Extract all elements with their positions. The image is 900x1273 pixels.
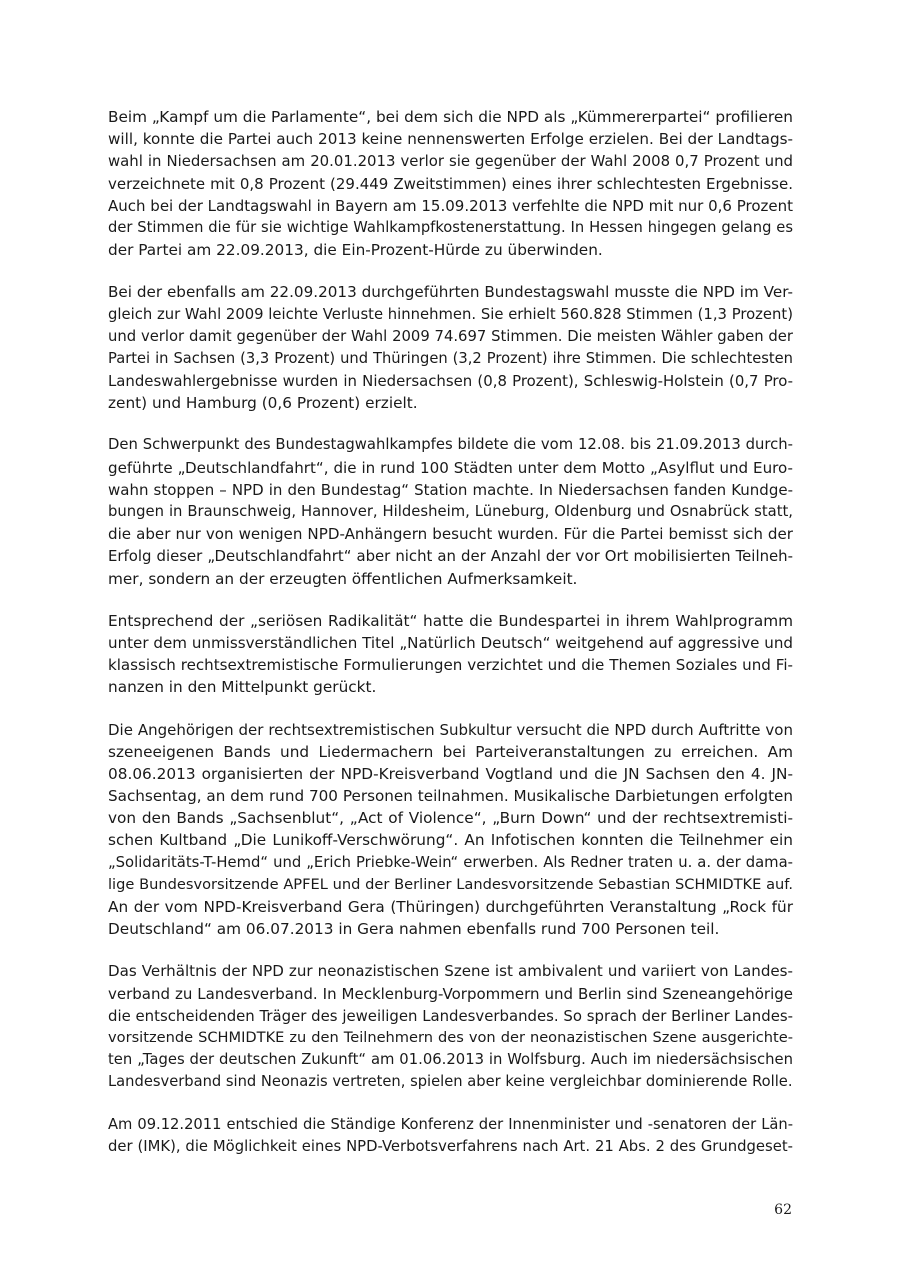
text-line: vorsitzende SCHMIDTKE zu den Teilnehmern des von der neonazistischen Szene ausgerichte- [108, 1028, 793, 1046]
paragraph [108, 610, 793, 699]
text-line: Bei der ebenfalls am 22.09.2013 durchgeführten Bundestagswahl musste die NPD im Ver- [108, 283, 793, 302]
text-line: Beim „Kampf um die Parlamente“, bei dem sich die NPD als „Kümmererpartei“ profilieren [108, 108, 793, 126]
text-line: Erfolg dieser „Deutschlandfahrt“ aber nicht an der Anzahl der vor Ort mobilisierten Teilneh- [108, 547, 793, 566]
page-number: 62 [774, 1202, 792, 1218]
text-line: der Stimmen die für sie wichtige Wahlkampfkostenerstattung. In Hessen hingegen gelang es [108, 218, 793, 236]
text-line: der (IMK), die Möglichkeit eines NPD-Verbotsverfahrens nach Art. 21 Abs. 2 des Grundgeset- [108, 1137, 793, 1155]
text-line: Landeswahlergebnisse wurden in Niedersachsen (0,8 Prozent), Schleswig-Holstein (0,7 Pro- [108, 372, 793, 391]
text-line: von den Bands „Sachsenblut“, „Act of Violence“, „Burn Down“ und der rechtsextremisti- [108, 809, 793, 828]
text-line: Partei in Sachsen (3,3 Prozent) und Thüringen (3,2 Prozent) ihre Stimmen. Die schlechtesten [108, 349, 793, 367]
text-line: Auch bei der Landtagswahl in Bayern am 15.09.2013 verfehlte die NPD mit nur 0,6 Prozent [108, 196, 793, 215]
text-line: Landesverband sind Neonazis vertreten, spielen aber keine vergleichbar dominierende Rolle. [108, 1073, 793, 1091]
text-line: „Solidaritäts-T-Hemd“ und „Erich Priebke-Wein“ erwerben. Als Redner traten u. a. der dama- [108, 853, 793, 871]
text-line: An der vom NPD-Kreisverband Gera (Thüringen) durchgeführten Veranstaltung „Rock für [108, 898, 793, 916]
text-line: ten „Tages der deutschen Zukunft“ am 01.06.2013 in Wolfsburg. Auch im niedersächsischen [108, 1051, 793, 1069]
text-line: Die Angehörigen der rechtsextremistischen Subkultur versucht die NPD durch Auftritte von [108, 720, 793, 739]
text-line: klassisch rechtsextremistische Formulierungen verzichtet und die Themen Soziales und Fi- [108, 656, 793, 675]
text-line: zent) und Hamburg (0,6 Prozent) erzielt. [108, 394, 418, 413]
paragraph [108, 434, 793, 589]
text-line: nanzen in den Mittelpunkt gerückt. [108, 678, 377, 697]
paragraph [108, 719, 793, 941]
text-line: wahn stoppen – NPD in den Bundestag“ Station machte. In Niedersachsen fanden Kundge- [108, 480, 793, 499]
text-line: die aber nur von wenigen NPD-Anhängern besucht wurden. Für die Partei bemisst sich der [108, 525, 793, 544]
text-line: und verlor damit gegenüber der Wahl 2009 74.697 Stimmen. Die meisten Wähler gaben der [108, 327, 793, 345]
paragraph [108, 1114, 793, 1158]
text-line: schen Kultband „Die Lunikoff-Verschwörung“. An Infotischen konnten die Teilnehmer ein [108, 831, 793, 850]
text-line: will, konnte die Partei auch 2013 keine nennenswerten Erfolge erzielen. Bei der Landtags- [108, 130, 793, 149]
text-line: Den Schwerpunkt des Bundestagwahlkampfes bildete die vom 12.08. bis 21.09.2013 durch- [108, 436, 793, 454]
text-line: Das Verhältnis der NPD zur neonazistischen Szene ist ambivalent und variiert von Landes- [108, 962, 793, 981]
text-line: geführte „Deutschlandfahrt“, die in rund 100 Städten unter dem Motto „Asylflut und Euro- [108, 458, 793, 477]
text-line: Am 09.12.2011 entschied die Ständige Konferenz der Innenminister und -senatoren der Län- [108, 1115, 793, 1133]
text-line: verband zu Landesverband. In Mecklenburg-Vorpommern und Berlin sind Szeneangehörige [108, 984, 793, 1003]
paragraph [108, 106, 793, 261]
body-text [108, 106, 793, 1178]
text-line: Sachsentag, an dem rund 700 Personen teilnahmen. Musikalische Darbietungen erfolgten [108, 787, 793, 806]
text-line: Entsprechend der „seriösen Radikalität“ hatte die Bundespartei in ihrem Wahlprogramm [108, 611, 793, 630]
text-line: verzeichnete mit 0,8 Prozent (29.449 Zweitstimmen) eines ihrer schlechtesten Ergebnisse. [108, 174, 793, 193]
text-line: szeneeigenen Bands und Liedermachern bei Parteiveranstaltungen zu erreichen. Am [108, 742, 793, 761]
paragraph [108, 960, 793, 1093]
text-line: der Partei am 22.09.2013, die Ein-Prozent-Hürde zu überwinden. [108, 241, 603, 260]
text-line: 08.06.2013 organisierten der NPD-Kreisverband Vogtland und die JN Sachsen den 4. JN- [108, 764, 793, 783]
text-line: unter dem unmissverständlichen Titel „Natürlich Deutsch“ weitgehend auf aggressive und [108, 633, 793, 652]
text-line: die entscheidenden Träger des jeweiligen Landesverbandes. So sprach der Berliner Landes- [108, 1006, 793, 1025]
text-line: wahl in Niedersachsen am 20.01.2013 verlor sie gegenüber der Wahl 2008 0,7 Prozent und [108, 152, 793, 171]
text-line: lige Bundesvorsitzende APFEL und der Berliner Landesvorsitzende Sebastian SCHMIDTKE auf. [108, 875, 793, 893]
text-line: mer, sondern an der erzeugten öffentlichen Aufmerksamkeit. [108, 569, 578, 588]
paragraph [108, 281, 793, 414]
text-line: gleich zur Wahl 2009 leichte Verluste hinnehmen. Sie erhielt 560.828 Stimmen (1,3 Prozent) [108, 305, 793, 323]
text-line: bungen in Braunschweig, Hannover, Hildesheim, Lüneburg, Oldenburg und Osnabrück statt, [108, 503, 793, 520]
text-line: Deutschland“ am 06.07.2013 in Gera nahmen ebenfalls rund 700 Personen teil. [108, 920, 720, 939]
